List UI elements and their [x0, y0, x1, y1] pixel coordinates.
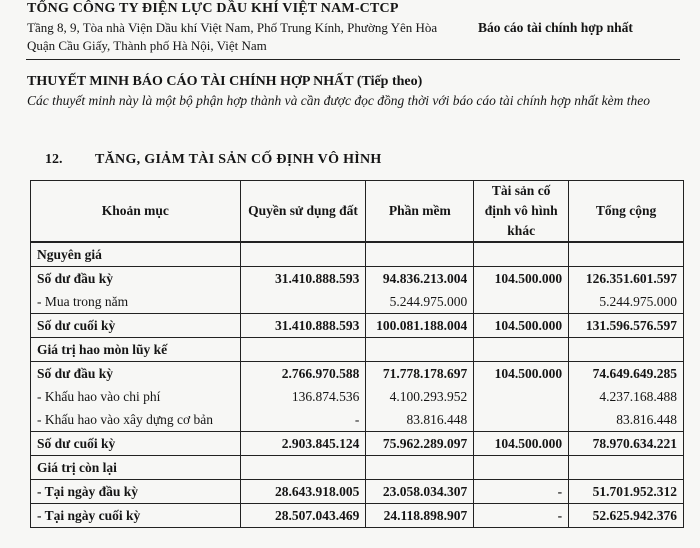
cell-software: 83.816.448 [366, 408, 474, 432]
cell-software [366, 456, 474, 480]
section-number: 12. [45, 152, 63, 167]
table-row [31, 267, 684, 291]
cell-other [474, 242, 569, 267]
cell-other [474, 408, 569, 432]
cell-land: 2.903.845.124 [240, 432, 366, 456]
report-title: Báo cáo tài chính hợp nhất [478, 20, 633, 35]
table-header-row [31, 181, 684, 243]
row-label: Số dư cuối kỳ [31, 314, 241, 338]
row-label: - Khấu hao vào xây dựng cơ bản [31, 408, 241, 432]
cell-software: 5.244.975.000 [366, 290, 474, 314]
cell-total: 126.351.601.597 [569, 267, 684, 291]
header-software: Phần mềm [366, 181, 474, 243]
table-row [31, 362, 684, 386]
cell-other: 104.500.000 [474, 267, 569, 291]
cell-total [569, 242, 684, 267]
notes-title: THUYẾT MINH BÁO CÁO TÀI CHÍNH HỢP NHẤT (Tiếp theo) [27, 74, 423, 89]
cell-total: 78.970.634.221 [569, 432, 684, 456]
cell-total [569, 456, 684, 480]
cell-total: 74.649.649.285 [569, 362, 684, 386]
table-row [31, 385, 684, 408]
table-row [31, 480, 684, 504]
cell-software: 75.962.289.097 [366, 432, 474, 456]
row-label: - Mua trong năm [31, 290, 241, 314]
cell-land: 28.643.918.005 [240, 480, 366, 504]
cell-land: 31.410.888.593 [240, 314, 366, 338]
cell-land [240, 338, 366, 362]
header-rule [26, 59, 680, 60]
cell-software: 24.118.898.907 [366, 504, 474, 528]
table-row [31, 504, 684, 528]
cell-software: 4.100.293.952 [366, 385, 474, 408]
row-label: Số dư đầu kỳ [31, 267, 241, 291]
table-row [31, 314, 684, 338]
cell-other [474, 385, 569, 408]
cell-land: 28.507.043.469 [240, 504, 366, 528]
header-total: Tổng cộng [569, 181, 684, 243]
cell-software: 23.058.034.307 [366, 480, 474, 504]
notes-subtitle: Các thuyết minh này là một bộ phận hợp thành và cần được đọc đồng thời với báo cáo tài chính hợp nhất kèm theo [27, 93, 651, 108]
cell-software: 71.778.178.697 [366, 362, 474, 386]
cell-software: 100.081.188.004 [366, 314, 474, 338]
cell-other: 104.500.000 [474, 362, 569, 386]
cell-software [366, 338, 474, 362]
row-label: Nguyên giá [31, 242, 241, 267]
cell-total: 52.625.942.376 [569, 504, 684, 528]
header-other-intangibles: Tài sản cố định vô hình khác [474, 181, 569, 243]
table-row [31, 242, 684, 267]
row-label: Số dư cuối kỳ [31, 432, 241, 456]
header-land-use-rights: Quyền sử dụng đất [240, 181, 366, 243]
row-label: Giá trị hao mòn lũy kế [31, 338, 241, 362]
cell-other: - [474, 504, 569, 528]
cell-software [366, 242, 474, 267]
cell-land: - [240, 408, 366, 432]
cell-land [240, 456, 366, 480]
cell-software: 94.836.213.004 [366, 267, 474, 291]
cell-total: 5.244.975.000 [569, 290, 684, 314]
cell-total: 131.596.576.597 [569, 314, 684, 338]
cell-other [474, 456, 569, 480]
cell-total: 4.237.168.488 [569, 385, 684, 408]
cell-other: - [474, 480, 569, 504]
row-label: - Khấu hao vào chi phí [31, 385, 241, 408]
cell-land [240, 242, 366, 267]
cell-land [240, 290, 366, 314]
row-label: Giá trị còn lại [31, 456, 241, 480]
company-address-line1: Tầng 8, 9, Tòa nhà Viện Dầu khí Việt Nam, Phố Trung Kính, Phường Yên Hòa [27, 20, 438, 35]
row-label: Số dư đầu kỳ [31, 362, 241, 386]
header-item: Khoản mục [31, 181, 241, 243]
cell-other [474, 290, 569, 314]
company-name: TỔNG CÔNG TY ĐIỆN LỰC DẦU KHÍ VIỆT NAM-CTCP [27, 1, 399, 16]
section-title: TĂNG, GIẢM TÀI SẢN CỐ ĐỊNH VÔ HÌNH [95, 152, 382, 167]
cell-land: 31.410.888.593 [240, 267, 366, 291]
cell-other: 104.500.000 [474, 432, 569, 456]
cell-other: 104.500.000 [474, 314, 569, 338]
table-row [31, 456, 684, 480]
row-label: - Tại ngày đầu kỳ [31, 480, 241, 504]
cell-total [569, 338, 684, 362]
company-address-line2: Quận Cầu Giấy, Thành phố Hà Nội, Việt Nam [27, 38, 267, 53]
table-row [31, 408, 684, 432]
cell-other [474, 338, 569, 362]
intangible-assets-table [30, 180, 684, 528]
cell-land: 2.766.970.588 [240, 362, 366, 386]
cell-total: 83.816.448 [569, 408, 684, 432]
cell-land: 136.874.536 [240, 385, 366, 408]
table-row [31, 338, 684, 362]
row-label: - Tại ngày cuối kỳ [31, 504, 241, 528]
cell-total: 51.701.952.312 [569, 480, 684, 504]
table-row [31, 432, 684, 456]
table-row [31, 290, 684, 314]
